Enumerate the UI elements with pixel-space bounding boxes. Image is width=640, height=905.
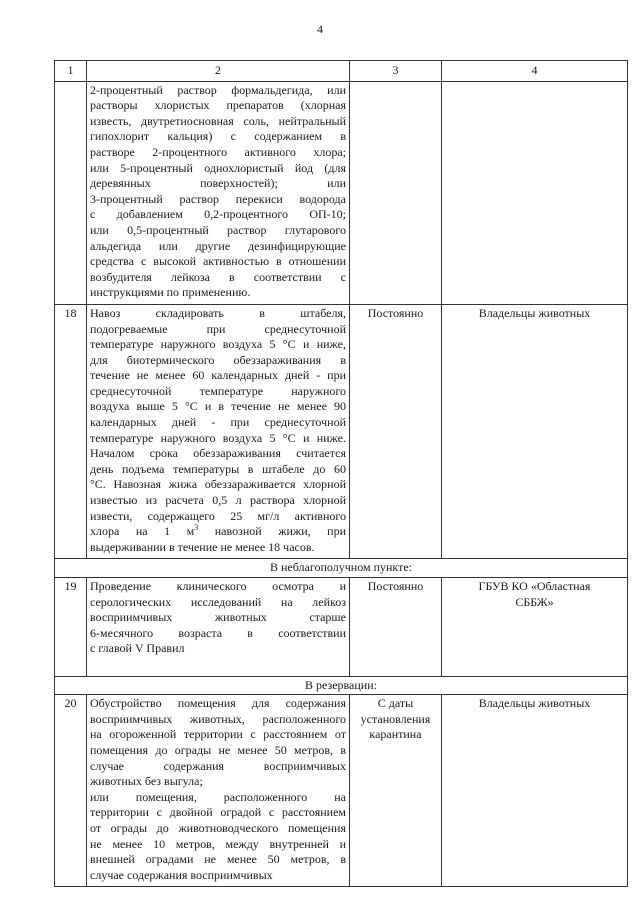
text-line: не менее 10 метров, между внутренней и bbox=[90, 836, 346, 851]
header-col-2: 2 bbox=[87, 61, 350, 82]
header-col-4: 4 bbox=[442, 61, 628, 82]
row-number bbox=[55, 81, 87, 304]
text-line bbox=[90, 524, 346, 540]
text-line: Обустройство помещения для содержания bbox=[90, 696, 346, 711]
table-row bbox=[55, 304, 628, 559]
text-line: С даты bbox=[377, 696, 414, 711]
text-line: 6-месячного возраста в соответствии bbox=[90, 625, 346, 640]
text-line: средства с высокой активностью в отношении bbox=[90, 254, 346, 269]
text-line: день подъема температуры в штабеле до 60 bbox=[90, 461, 346, 476]
section-title: В неблагополучном пункте: bbox=[55, 559, 628, 578]
row-number: 19 bbox=[55, 578, 87, 677]
page-number: 4 bbox=[317, 22, 323, 36]
responsible-cell: Владельцы животных bbox=[442, 695, 628, 887]
text-line: гипохлорит кальция) с содержанием в bbox=[90, 129, 346, 144]
text-line: или 0,5-процентный раствор глутарового bbox=[90, 222, 346, 237]
text-fragment: хлора на 1 м bbox=[90, 524, 195, 539]
text-line: известь, двутретиосновная соль, нейтральный bbox=[90, 113, 346, 128]
text-line: случае содержания восприимчивых bbox=[90, 867, 273, 882]
text-line: карантина bbox=[369, 727, 422, 742]
text-line: извести, содержащего 25 мг/л активного bbox=[90, 508, 346, 523]
text-line: °С. Навозная жижа обеззараживается хлорной bbox=[90, 477, 346, 492]
text-line: растворы хлористых препаратов (хлорная bbox=[90, 98, 346, 113]
text-line: температуре наружного воздуха 5 °С и ниже, bbox=[90, 337, 346, 352]
table-header-row bbox=[55, 61, 628, 82]
text-line: внешней оградами не менее 50 метров, в bbox=[90, 852, 346, 867]
text-line: Началом срока обеззараживания считается bbox=[90, 446, 346, 461]
text-line: или 5-процентный однохлористый йод (для bbox=[90, 160, 346, 175]
measure-text bbox=[87, 578, 350, 677]
text-line: серологических исследований на лейкоз bbox=[90, 594, 346, 609]
section-row bbox=[55, 676, 628, 695]
section-row bbox=[55, 559, 628, 578]
section-title: В резервации: bbox=[55, 676, 628, 695]
table-row bbox=[55, 578, 628, 677]
text-line: с главой V Правил bbox=[90, 641, 185, 656]
text-line: течение не менее 60 календарных дней - при bbox=[90, 368, 346, 383]
period-cell bbox=[350, 81, 442, 304]
text-line: инструкциями по применению. bbox=[90, 285, 251, 300]
text-line: выдерживании в течение не менее 18 часов. bbox=[90, 539, 315, 554]
text-line: воздуха выше 5 °С и в течение не менее 90 bbox=[90, 399, 346, 414]
period-cell bbox=[350, 695, 442, 887]
period-cell: Постоянно bbox=[350, 304, 442, 559]
text-line: среднесуточной температуре наружного bbox=[90, 383, 346, 398]
period-cell: Постоянно bbox=[350, 578, 442, 677]
text-line: календарных дней - при среднесуточной bbox=[90, 415, 346, 430]
text-line: возбудителя лейкоза в соответствии с bbox=[90, 269, 346, 284]
row-number: 18 bbox=[55, 304, 87, 559]
header-col-1: 1 bbox=[55, 61, 87, 82]
responsible-cell: Владельцы животных bbox=[442, 304, 628, 559]
text-line: для биотермического обеззараживания в bbox=[90, 352, 346, 367]
text-line: помещения до ограды не менее 50 метров, в bbox=[90, 742, 346, 757]
responsible-cell bbox=[442, 81, 628, 304]
row-number: 20 bbox=[55, 695, 87, 887]
superscript: 3 bbox=[194, 523, 199, 533]
text-line: восприимчивых животных, расположенного bbox=[90, 711, 346, 726]
text-line: на огороженной территории с расстоянием от bbox=[90, 727, 346, 742]
text-line: альдегида или другие дезинфицирующие bbox=[90, 238, 346, 253]
text-line: случае содержания восприимчивых bbox=[90, 758, 346, 773]
text-line: ГБУВ КО «Областная bbox=[478, 579, 591, 593]
text-line: температуре наружного воздуха 5 °С и ниже. bbox=[90, 430, 346, 445]
text-line: подогреваемые при среднесуточной bbox=[90, 321, 346, 336]
text-line: установления bbox=[360, 711, 431, 726]
measure-text bbox=[87, 81, 350, 304]
table-row bbox=[55, 81, 628, 304]
text-fragment: навозной жижи, при bbox=[198, 524, 346, 539]
text-line: 2-процентный раствор формальдегида, или bbox=[90, 82, 346, 97]
text-line: СББЖ» bbox=[515, 594, 554, 609]
text-line bbox=[90, 657, 346, 673]
text-line: известью из расчета 0,5 л раствора хлорной bbox=[90, 493, 346, 508]
text-line: с добавлением 0,2-процентного ОП-10; bbox=[90, 207, 346, 222]
text-line: Навоз складировать в штабеля, bbox=[90, 305, 346, 320]
text-line: растворе 2-процентного активного хлора; bbox=[90, 144, 346, 159]
measure-text bbox=[87, 695, 350, 887]
responsible-cell bbox=[442, 578, 628, 677]
measures-table bbox=[54, 60, 628, 887]
measure-text bbox=[87, 304, 350, 559]
text-line: восприимчивых животных старше bbox=[90, 610, 346, 625]
text-line: или помещения, расположенного на bbox=[90, 789, 346, 804]
text-line: территории с двойной оградой с расстоянием bbox=[90, 805, 346, 820]
table-row bbox=[55, 695, 628, 887]
text-line: 3-процентный раствор перекиси водорода bbox=[90, 191, 346, 206]
text-line: Проведение клинического осмотра и bbox=[90, 579, 346, 593]
text-line: животных без выгула; bbox=[90, 774, 203, 789]
header-col-3: 3 bbox=[350, 61, 442, 82]
text-line: от ограды до животноводческого помещения bbox=[90, 820, 346, 835]
text-line: деревянных поверхностей); или bbox=[90, 176, 346, 191]
